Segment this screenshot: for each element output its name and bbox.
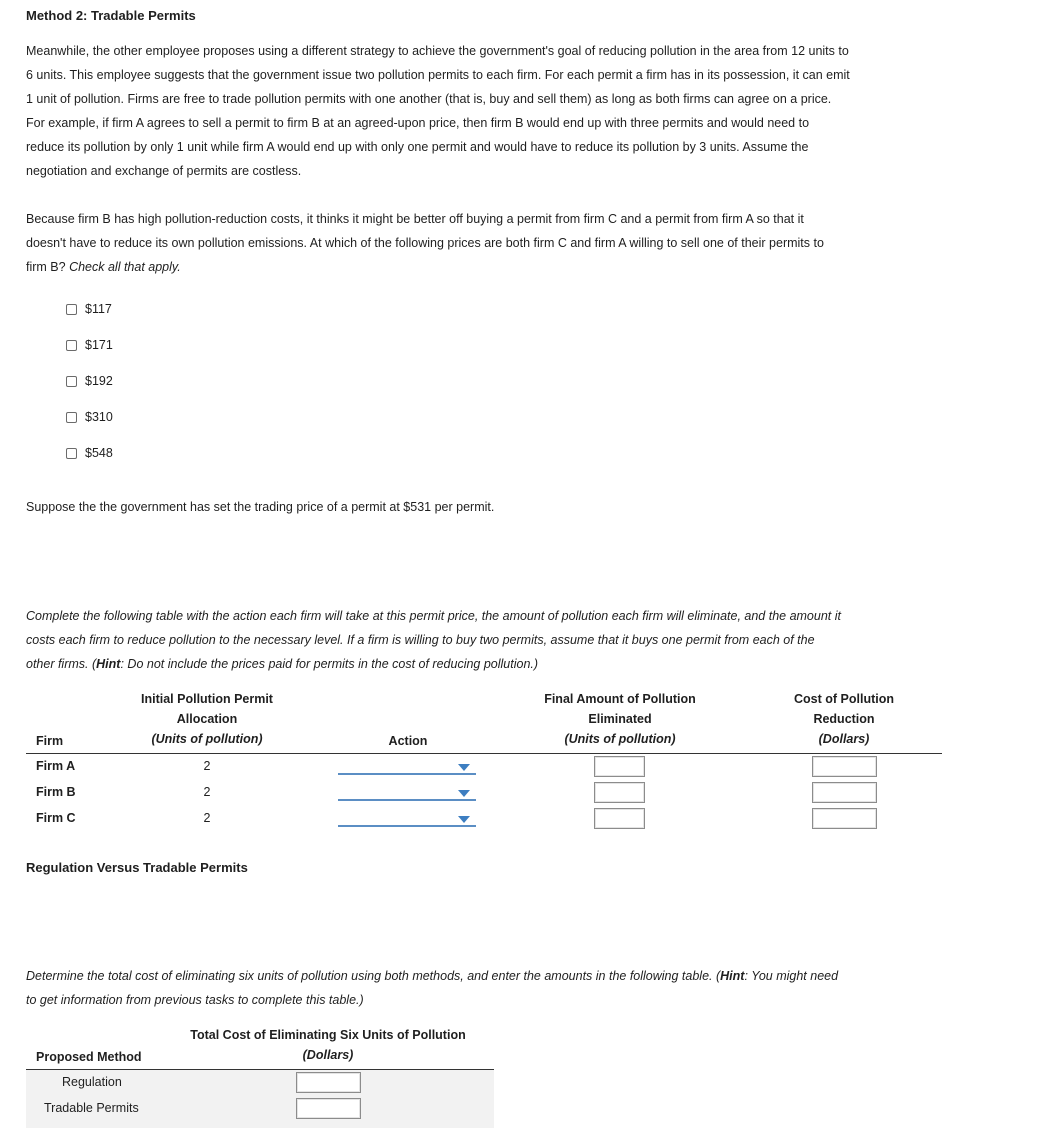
hint-label: Hint <box>720 969 745 983</box>
option-label: $117 <box>85 302 112 316</box>
instr-line: to get information from previous tasks to complete this table.) <box>26 993 364 1007</box>
header-cost <box>774 689 914 749</box>
header-firm: Firm <box>36 734 64 748</box>
section-title: Method 2: Tradable Permits <box>26 8 196 23</box>
header-line: Total Cost of Eliminating Six Units of Pollution <box>190 1028 466 1042</box>
final-input-firm-a[interactable] <box>594 756 645 777</box>
header-final <box>520 689 720 749</box>
para-line: Meanwhile, the other employee proposes using a different strategy to achieve the government's goal of reducing pollution in the area from 12 units to <box>26 44 849 58</box>
instr-text: : Do not include the prices paid for permits in the cost of reducing pollution.) <box>120 657 539 671</box>
instr-text: Determine the total cost of eliminating six units of pollution using both methods, and enter the amounts in the following table. ( <box>26 969 721 983</box>
header-units: (Units of pollution) <box>151 732 263 746</box>
header-initial <box>100 689 314 749</box>
header-units: (Dollars) <box>818 732 870 746</box>
price-options <box>66 299 113 463</box>
cost-input-firm-c[interactable] <box>812 808 877 829</box>
final-input-firm-c[interactable] <box>594 808 645 829</box>
instr-line: costs each firm to reduce pollution to the necessary level. If a firm is willing to buy two permits, assume that it buys one permit from each of the <box>26 633 815 647</box>
method-regulation-label: Regulation <box>62 1075 122 1089</box>
instr-text: other firms. ( <box>26 657 97 671</box>
header-line: Reduction <box>813 712 875 726</box>
header-line: Initial Pollution Permit <box>141 692 273 706</box>
header-units: (Units of pollution) <box>564 732 676 746</box>
chevron-down-icon[interactable] <box>458 764 470 771</box>
action-dropdown-firm-b[interactable] <box>338 787 476 801</box>
para-line: negotiation and exchange of permits are costless. <box>26 164 302 178</box>
option-192[interactable] <box>66 371 113 391</box>
para-line: doesn't have to reduce its own pollution emissions. At which of the following prices are both firm C and firm A willing to sell one of their permits to <box>26 236 824 250</box>
dropdown-field[interactable] <box>338 787 476 801</box>
final-input-firm-b[interactable] <box>594 782 645 803</box>
para-line: For example, if firm A agrees to sell a permit to firm B at an agreed-upon price, then firm B would end up with three permits and would need to <box>26 116 810 130</box>
row-firm-b-allocation: 2 <box>203 785 211 799</box>
instr-line-hint <box>26 652 946 676</box>
chevron-down-icon[interactable] <box>458 790 470 797</box>
instr-line: Complete the following table with the action each firm will take at this permit price, the amount of pollution each firm will eliminate, and the amount it <box>26 609 841 623</box>
regulation-vs-title: Regulation Versus Tradable Permits <box>26 860 248 875</box>
table-instructions <box>26 604 946 676</box>
para-line: reduce its pollution by only 1 unit while firm A would end up with only one permit and would have to reduce its pollution by 3 units. Assume the <box>26 140 809 154</box>
method-header: Proposed Method <box>36 1050 142 1064</box>
header-line: Final Amount of Pollution <box>544 692 696 706</box>
option-label: $192 <box>85 374 113 388</box>
row-firm-c-allocation: 2 <box>203 811 211 825</box>
cost-input-firm-b[interactable] <box>812 782 877 803</box>
instr-line-hint <box>26 964 946 988</box>
total-cost-header <box>160 1025 496 1065</box>
chevron-down-icon[interactable] <box>458 816 470 823</box>
header-action: Action <box>388 734 428 748</box>
instr-text: : You might need <box>744 969 839 983</box>
checkbox[interactable] <box>66 448 77 459</box>
hint-label: Hint <box>96 657 121 671</box>
checkbox[interactable] <box>66 376 77 387</box>
row-firm-c-label: Firm C <box>36 811 76 825</box>
header-rule <box>26 753 942 754</box>
price-statement: Suppose the the government has set the trading price of a permit at $531 per permit. <box>26 500 495 514</box>
row-firm-a-allocation: 2 <box>203 759 211 773</box>
cost-input-firm-a[interactable] <box>812 756 877 777</box>
option-171[interactable] <box>66 335 113 355</box>
para-line: 6 units. This employee suggests that the government issue two pollution permits to each firm. For each permit a firm has in its possession, it can emit <box>26 68 850 82</box>
para-line: 1 unit of pollution. Firms are free to trade pollution permits with one another (that is, buy and sell them) as long as both firms can agree on a price. <box>26 92 832 106</box>
option-label: $310 <box>85 410 113 424</box>
action-dropdown-firm-c[interactable] <box>338 813 476 827</box>
option-label: $171 <box>85 338 113 352</box>
checkbox[interactable] <box>66 412 77 423</box>
option-548[interactable] <box>66 443 113 463</box>
row-firm-a-label: Firm A <box>36 759 76 773</box>
para-text: firm B? <box>26 260 66 274</box>
header-line: Allocation <box>176 712 238 726</box>
header-units: (Dollars) <box>302 1048 354 1062</box>
dropdown-field[interactable] <box>338 761 476 775</box>
action-dropdown-firm-a[interactable] <box>338 761 476 775</box>
para-line: Because firm B has high pollution-reduction costs, it thinks it might be better off buying a permit from firm C and a permit from firm A so that it <box>26 212 804 226</box>
row-firm-b-label: Firm B <box>36 785 76 799</box>
header-line: Eliminated <box>588 712 652 726</box>
method-tradable-label: Tradable Permits <box>44 1101 139 1115</box>
option-label: $548 <box>85 446 113 460</box>
regulation-instructions <box>26 964 946 1012</box>
regulation-total-input[interactable] <box>296 1072 361 1093</box>
tradable-total-input[interactable] <box>296 1098 361 1119</box>
header-line: Cost of Pollution <box>794 692 894 706</box>
dropdown-field[interactable] <box>338 813 476 827</box>
option-117[interactable] <box>66 299 113 319</box>
check-all-instruction: Check all that apply. <box>69 260 181 274</box>
intro-paragraph <box>26 39 946 183</box>
para-line-last <box>26 255 946 279</box>
option-310[interactable] <box>66 407 113 427</box>
checkbox[interactable] <box>66 340 77 351</box>
question-paragraph <box>26 207 946 279</box>
checkbox[interactable] <box>66 304 77 315</box>
